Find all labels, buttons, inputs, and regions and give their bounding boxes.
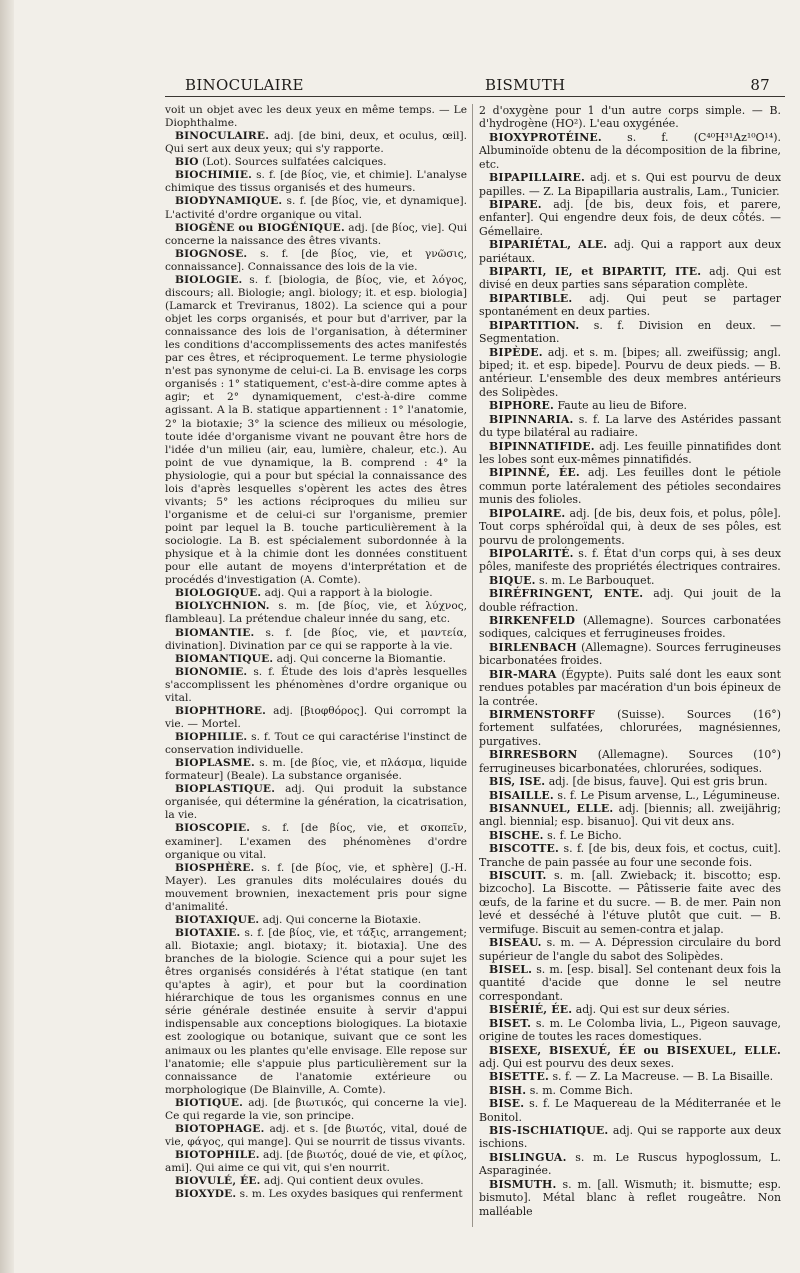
- entry-text: s. f. [de bis, deux fois, et coctus, cuit]. Tranche de pain passée au four une seconde fois.: [479, 842, 782, 869]
- entry-headword: BIPARTIBLE.: [489, 291, 573, 305]
- entry-text: adj. [biennis; all. zweijährig; angl. biennial; esp. bisanuo]. Qui vit deux ans.: [479, 801, 781, 829]
- entry-headword: BISEAU.: [489, 936, 542, 950]
- page-edge-shadow: [0, 0, 14, 1273]
- entry-text: s. m. [all. Wismuth; it. bismutte; esp. bismuto]. Métal blanc à reflet rougeâtre. Non malléable: [479, 1177, 781, 1218]
- dictionary-entry: [479, 1151, 781, 1178]
- dictionary-entry: [479, 1178, 781, 1218]
- dictionary-entry: [479, 963, 781, 1003]
- entry-headword: BISANNUEL, ELLE.: [489, 801, 614, 815]
- dictionary-entry: [479, 265, 781, 292]
- dictionary-entry: [479, 399, 781, 412]
- entry-text: s. f. État d'un corps qui, à ses deux pôles, manifeste des propriétés électriques contraires.: [479, 546, 781, 574]
- entry-headword: BIOVULÉ, ÉE.: [175, 1175, 261, 1188]
- entry-headword: BIO: [175, 156, 199, 169]
- dictionary-entry: [165, 1175, 467, 1188]
- dictionary-entry: [479, 802, 781, 829]
- dictionary-entry: [479, 466, 781, 506]
- entry-text: adj. Qui concerne la Biotaxie.: [262, 913, 422, 926]
- entry-text: s. f. La larve des Astérides passant du type bilatéral au radiaire.: [479, 412, 781, 440]
- entry-text: (Allemagne). Sources ferrugineuses bicarbonatées froides.: [479, 640, 781, 668]
- entry-text: adj. Qui contient deux ovules.: [263, 1175, 424, 1188]
- header-rule: [165, 96, 785, 97]
- entry-text: (Lot). Sources sulfatées calciques.: [202, 156, 387, 169]
- entry-headword: BISÉRIÉ, ÉE.: [489, 1003, 573, 1017]
- right-column: [479, 104, 781, 1218]
- entry-headword: BIPINNARIA.: [489, 412, 574, 426]
- entry-text: adj. [de βίος, vie]. Qui concerne la naissance des êtres vivants.: [165, 221, 467, 247]
- entry-headword: BISE.: [489, 1097, 525, 1111]
- entry-text: (Égypte). Puits salé dont les eaux sont rendues potables par macération d'un bois épineux de la contrée.: [479, 667, 782, 708]
- dictionary-entry: [165, 104, 467, 130]
- dictionary-entry: [165, 627, 467, 653]
- entry-text: s. f. Étude des lois d'après lesquelles s'accomplissent les phénomènes d'ordre organique ou vital.: [165, 665, 468, 704]
- entry-text: adj. et s. m. [bipes; all. zweifüssig; angl. biped; it. et esp. bipede]. Pourvu de deux pieds. — B. antérieur. L'ensemble des deux membres antérieurs des Solipèdes.: [479, 345, 781, 399]
- entry-headword: BISCHE.: [489, 828, 544, 842]
- entry-text: s. f. Le Bicho.: [547, 828, 622, 842]
- entry-text: s. f. Tout ce qui caractérise l'instinct de conservation individuelle.: [165, 731, 467, 757]
- entry-headword: BIPAPILLAIRE.: [489, 171, 586, 185]
- dictionary-entry: [165, 222, 467, 248]
- entry-headword: BISEXE, BISEXUÉ, ÉE ou BISEXUEL, ELLE.: [489, 1043, 781, 1057]
- dictionary-entry: [165, 653, 467, 666]
- dictionary-entry: [479, 1044, 781, 1071]
- entry-text: adj. [de βιωτός, doué de vie, et φίλος, ami]. Qui aime ce qui vit, qui s'en nourrit.: [165, 1149, 467, 1175]
- entry-text: adj. Qui produit la substance organisée, qui détermine la génération, la cicatrisation, la vie.: [165, 783, 467, 822]
- entry-text: s. m. Le Colomba livia, L., Pigeon sauvage, origine de toutes les races domestiques.: [479, 1016, 781, 1044]
- entry-text: s. m. [de βίος, vie, et πλάσμα, liquide formateur] (Beale). La substance organisée.: [165, 757, 467, 783]
- dictionary-entry: [479, 1017, 781, 1044]
- entry-headword: BIQUE.: [489, 573, 536, 587]
- entry-text: adj. Les feuilles dont le pétiole commun porte latéralement des pétioles secondaires munis des folioles.: [479, 466, 781, 507]
- entry-headword: BIPARE.: [489, 197, 542, 211]
- dictionary-entry: [165, 169, 467, 195]
- entry-headword: BIOMANTIE.: [175, 626, 255, 639]
- entry-headword: BISMUTH.: [489, 1177, 557, 1191]
- dictionary-entry: [165, 274, 467, 588]
- entry-text: s. f. [de βίος, vie, et sphère] (J.-H. Mayer). Les granules dits moléculaires doués du mouvement brownien, inexactement pris pour signe d'animalité.: [165, 861, 467, 913]
- dictionary-entry: [479, 1003, 781, 1016]
- entry-text: s. m. [esp. bisal]. Sel contenant deux fois la quantité d'acide que donne le sel neutre correspondant.: [479, 963, 782, 1003]
- right-guide-word: BISMUTH: [485, 76, 566, 94]
- dictionary-entry: [479, 292, 781, 319]
- entry-text: 2 d'oxygène pour 1 d'un autre corps simple. — B. d'hydrogène (HO²). L'eau oxygénée.: [479, 104, 781, 131]
- dictionary-entry: [479, 238, 781, 265]
- dictionary-entry: [165, 666, 467, 705]
- dictionary-entry: [479, 829, 781, 842]
- dictionary-entry: [479, 1124, 781, 1151]
- dictionary-entry: [479, 319, 781, 346]
- entry-headword: BIOPHILIE.: [175, 731, 248, 743]
- left-column: [165, 104, 467, 1201]
- entry-headword: BIPOLAIRE.: [489, 506, 566, 520]
- dictionary-entry: [165, 914, 467, 927]
- entry-text: s. m. [de βίος, vie, et λύχνος, flambleau]. La prétendue chaleur innée du sang, etc.: [165, 600, 468, 626]
- entry-text: s. m. Le Ruscus hypoglossum, L. Asparaginée.: [479, 1150, 781, 1178]
- dictionary-entry: [479, 507, 781, 547]
- dictionary-entry: [165, 705, 467, 731]
- dictionary-entry: [479, 440, 781, 467]
- dictionary-entry: [165, 731, 467, 757]
- dictionary-entry: [479, 708, 781, 748]
- entry-headword: BIOGÈNE ou BIOGÉNIQUE.: [175, 221, 345, 234]
- entry-headword: BIPARTITION.: [489, 318, 580, 332]
- dictionary-entry: [165, 587, 467, 600]
- entry-headword: BIONOMIE.: [175, 665, 248, 678]
- entry-headword: BIOXYDE.: [175, 1188, 237, 1201]
- dictionary-entry: [479, 346, 781, 400]
- dictionary-entry: [165, 862, 467, 914]
- entry-headword: BIPINNÉ, ÉE.: [489, 466, 580, 480]
- dictionary-entry: [165, 1188, 467, 1201]
- entry-text: s. f. [de βίος, vie, et τάξις, arrangement; all. Biotaxie; angl. biotaxy; it. biotaxia]. Une des branches de la biologie. Science qui a pour sujet les êtres organisés considérés à l'état statique (en tant qu'aptes à agir), et pour but la coordination hiérarchique de tous les organismes connus en une série générale destinée ensuite à servir d'appui indispensable aux conceptions biologiques. La biotaxie est zoologique ou botanique, suivant que ce sont les animaux ou les plantes qu'elle envisage. Elle repose sur l'anatomie; elle s'appuie plus particulièrement sur la connaissance de l'anatomie extérieure ou morphologique (De Blainville, A. Comte).: [165, 926, 467, 1096]
- entry-text: adj. Qui peut se partager spontanément en deux parties.: [479, 291, 781, 319]
- entry-text: adj. Qui est pourvu des deux sexes.: [479, 1056, 675, 1070]
- entry-headword: BISAILLE.: [489, 788, 554, 802]
- dictionary-entry: [479, 775, 781, 788]
- entry-headword: BIPARTI, IE, et BIPARTIT, ITE.: [489, 265, 702, 279]
- entry-headword: BIOTOPHAGE.: [175, 1122, 265, 1135]
- entry-text: (Allemagne). Sources (10°) ferrugineuses bicarbonatées, chlorurées, sodiques.: [479, 748, 781, 775]
- entry-headword: BIRKENFELD: [489, 614, 576, 628]
- dictionary-entry: [479, 587, 781, 614]
- entry-text: s. m. Comme Bich.: [529, 1083, 633, 1097]
- entry-text: s. f. — Z. La Macreuse. — B. La Bisaille.: [552, 1070, 774, 1084]
- entry-text: voit un objet avec les deux yeux en même temps. — Le Diophthalme.: [165, 104, 467, 130]
- entry-headword: BIOSCOPIE.: [175, 822, 251, 835]
- entry-headword: BISCUIT.: [489, 869, 547, 883]
- entry-text: adj. [de βιωτικός, qui concerne la vie]. Ce qui regarde la vie, son principe.: [165, 1096, 467, 1122]
- entry-headword: BIOTOPHILE.: [175, 1149, 260, 1161]
- entry-headword: BIOPLASTIQUE.: [175, 783, 276, 796]
- entry-headword: BIRLENBACH: [489, 640, 577, 654]
- entry-headword: BIOLYCHNION.: [175, 600, 270, 613]
- dictionary-entry: [479, 1084, 781, 1097]
- entry-headword: BIPÈDE.: [489, 345, 543, 359]
- entry-headword: BIS-ISCHIATIQUE.: [489, 1124, 609, 1138]
- entry-text: adj. [de bis, deux fois, et parere, enfanter]. Qui engendre deux fois, de deux côtés. — Gémellaire.: [479, 197, 781, 238]
- entry-text: adj. Qui est sur deux séries.: [575, 1003, 730, 1017]
- entry-text: adj. Qui est divisé en deux parties sans séparation complète.: [479, 265, 781, 292]
- dictionary-entry: [165, 1123, 467, 1149]
- entry-text: adj. Qui se rapporte aux deux ischions.: [479, 1124, 781, 1151]
- entry-headword: BIOCHIMIE.: [175, 169, 252, 182]
- entry-headword: BIPHORE.: [489, 399, 555, 413]
- entry-text: s. m. — A. Dépression circulaire du bord supérieur de l'angle du sabot des Solipèdes.: [479, 936, 781, 963]
- dictionary-entry: [479, 574, 781, 587]
- entry-headword: BIOTIQUE.: [175, 1096, 244, 1109]
- entry-headword: BISEL.: [489, 963, 533, 976]
- entry-headword: BIOLOGIQUE.: [175, 587, 262, 600]
- dictionary-entry: [165, 600, 467, 626]
- entry-headword: BIRMENSTORFF: [489, 707, 596, 721]
- entry-text: s. f. [de βίος, vie, et γνῶσις, connaissance]. Connaissance des lois de la vie.: [165, 247, 467, 273]
- entry-text: s. f. [de βίος, vie, et μαντεία, divination]. Divination par ce qui se rapporte à la vie.: [165, 626, 467, 652]
- entry-headword: BIOTAXIQUE.: [175, 913, 260, 926]
- entry-text: s. m. Les oxydes basiques qui renferment: [239, 1188, 463, 1201]
- entry-text: adj. et s. [de βιωτός, vital, doué de vie, φάγος, qui mange]. Qui se nourrit de tissus vivants.: [165, 1122, 468, 1148]
- dictionary-entry: [479, 936, 781, 963]
- entry-text: adj. [de bis, deux fois, et polus, pôle]. Tout corps sphéroïdal qui, à deux de ses pôles, est pourvu de prolongements.: [479, 506, 781, 547]
- entry-headword: BISH.: [489, 1083, 527, 1097]
- column-divider: [472, 104, 473, 1227]
- dictionary-entry: [165, 783, 467, 822]
- entry-text: s. f. [biologia, de βίος, vie, et λόγος, discours; all. Biologie; angl. biology; it. et esp. biologia] (Lamarck et Treviranus, 1802). La science qui a pour objet les corps organisés, et pour but d'arriver, par la connaissance des lois de l'organisation, à déterminer les conditions d'accomplissements des actes manifestés par ces êtres, et réciproquement. Le terme physiologie n'est pas synonyme de celui-ci. La B. envisage les corps organisés : 1° statiquement, c'est-à-dire comme aptes à agir; et 2° dynamiquement, c'est-à-dire comme agissant. A la B. statique appartiennent : 1° l'anatomie, 2° la biotaxie; 3° la science des milieux ou mésologie, toute idée d'organisme vivant ne pouvant être hors de l'idée d'un milieu (air, eau, lumière, chaleur, etc.). Au point de vue dynamique, la B. comprend : 4° la physiologie, qui a pour but spécial la connaissance des lois d'après lesquelles s'opèrent les actes des êtres vivants; 5° les actions réciproques du milieu sur l'organisme et de celui-ci sur l'organisme, premier point par lequel la B. touche particulièrement à la sociologie. La B. est spécialement subordonnée à la physique et à la chimie dont les données constituent pour elle autant de moyens d'interprétation et de procédés d'investigation (A. Comte).: [165, 273, 467, 587]
- entry-headword: BIOMANTIQUE.: [175, 652, 274, 665]
- entry-text: adj. Qui concerne la Biomantie.: [276, 652, 446, 665]
- dictionary-entry: [479, 1097, 781, 1124]
- entry-headword: BIOGNOSE.: [175, 247, 248, 260]
- dictionary-entry: [479, 641, 781, 668]
- entry-text: Faute au lieu de Bifore.: [557, 399, 688, 413]
- entry-headword: BIOXYPROTÉINE.: [489, 130, 602, 144]
- dictionary-entry: [479, 198, 781, 238]
- dictionary-entry: [165, 927, 467, 1097]
- entry-headword: BIOPHTHORE.: [175, 704, 267, 717]
- entry-headword: BISCOTTE.: [489, 842, 560, 856]
- dictionary-entry: [165, 156, 467, 169]
- dictionary-entry: [479, 413, 781, 440]
- entry-headword: BIR-MARA: [489, 667, 557, 681]
- entry-text: s. f. Le Maquereau de la Méditerranée et le Bonitol.: [479, 1097, 781, 1124]
- entry-text: adj. [de bini, deux, et oculus, œil]. Qui sert aux deux yeux; qui s'y rapporte.: [165, 130, 468, 156]
- entry-text: s. f. (C⁴⁰H³¹Az¹⁰O¹⁴). Albuminoïde obtenu de la décomposition de la fibrine, etc.: [479, 130, 781, 171]
- entry-text: adj. [de bisus, fauve]. Qui est gris brun.: [548, 775, 768, 789]
- dictionary-entry: [165, 1149, 467, 1175]
- entry-headword: BISET.: [489, 1016, 532, 1030]
- entry-headword: BIRÉFRINGENT, ENTE.: [489, 587, 644, 601]
- entry-text: s. m. [all. Zwieback; it. biscotto; esp. bizcocho]. La Biscotte. — Pâtisserie faite avec des œufs, de la farine et du sucre. — B. de mer. Pain non levé et desséché à l'étuve plutôt que cuit. — B. vermifuge. Biscuit au semen-contra et jalap.: [479, 869, 781, 936]
- entry-text: (Suisse). Sources (16°) fortement sulfatées, chlorurées, magnésiennes, purgatives.: [479, 707, 782, 748]
- entry-text: adj. Qui a rapport aux deux pariétaux.: [479, 238, 781, 265]
- entry-text: adj. [βιοφθόρος]. Qui corrompt la vie. — Mortel.: [165, 704, 467, 730]
- entry-headword: BIRRESBORN: [489, 748, 578, 762]
- dictionary-entry: [165, 757, 467, 783]
- dictionary-entry: [165, 1097, 467, 1123]
- entry-headword: BIPARIÉTAL, ALE.: [489, 238, 608, 252]
- entry-text: s. f. Division en deux. — Segmentation.: [479, 318, 781, 346]
- entry-text: adj. Les feuille pinnatifides dont les lobes sont eux-mêmes pinnatifidés.: [479, 439, 781, 466]
- entry-headword: BIPOLARITÉ.: [489, 546, 574, 560]
- entry-headword: BISLINGUA.: [489, 1150, 567, 1164]
- entry-text: s. f. [de βίος, vie, et σκοπεῖν, examiner]. L'examen des phénomènes d'ordre organique ou vital.: [165, 822, 467, 861]
- page-number: 87: [750, 76, 770, 94]
- dictionary-entry: [479, 869, 781, 936]
- entry-headword: BIS, ISE.: [489, 775, 546, 789]
- running-header: [185, 76, 770, 96]
- dictionary-entry: [479, 547, 781, 574]
- dictionary-entry: [165, 248, 467, 274]
- dictionary-entry: [479, 668, 781, 708]
- dictionary-entry: [479, 131, 781, 171]
- entry-text: s. m. Le Barbouquet.: [539, 573, 655, 587]
- entry-text: s. f. [de βίος, vie, et dynamique]. L'activité d'ordre organique ou vital.: [165, 195, 467, 221]
- dictionary-entry: [479, 171, 781, 198]
- entry-headword: BIOLOGIE.: [175, 273, 243, 286]
- entry-text: adj. et s. Qui est pourvu de deux papilles. — Z. La Bipapillaria australis, Lam., Tunicier.: [479, 171, 781, 198]
- entry-headword: BISETTE.: [489, 1070, 549, 1084]
- dictionary-entry: [479, 1070, 781, 1083]
- dictionary-entry: [165, 130, 467, 156]
- dictionary-entry: [165, 822, 467, 861]
- entry-headword: BIPINNATIFIDE.: [489, 439, 595, 453]
- dictionary-entry: [479, 614, 781, 641]
- dictionary-entry: [479, 842, 781, 869]
- entry-headword: BIOPLASME.: [175, 757, 255, 770]
- dictionary-entry: [479, 104, 781, 131]
- entry-headword: BIOTAXIE.: [175, 926, 241, 939]
- dictionary-entry: [165, 195, 467, 221]
- entry-text: s. f. Le Pisum arvense, L., Légumineuse.: [557, 788, 781, 802]
- dictionary-entry: [479, 789, 781, 802]
- entry-headword: BIOSPHÈRE.: [175, 861, 255, 874]
- left-guide-word: BINOCULAIRE: [185, 76, 304, 94]
- entry-text: s. f. [de βίος, vie, et chimie]. L'analyse chimique des tissus organisés et des humeurs.: [165, 169, 467, 195]
- entry-headword: BINOCULAIRE.: [175, 130, 270, 143]
- entry-text: adj. Qui a rapport à la biologie.: [264, 587, 433, 600]
- dictionary-entry: [479, 748, 781, 775]
- entry-headword: BIODYNAMIQUE.: [175, 195, 283, 208]
- entry-text: (Allemagne). Sources carbonatées sodiques, calciques et ferrugineuses froides.: [479, 614, 781, 641]
- entry-text: adj. Qui jouit de la double réfraction.: [479, 587, 782, 614]
